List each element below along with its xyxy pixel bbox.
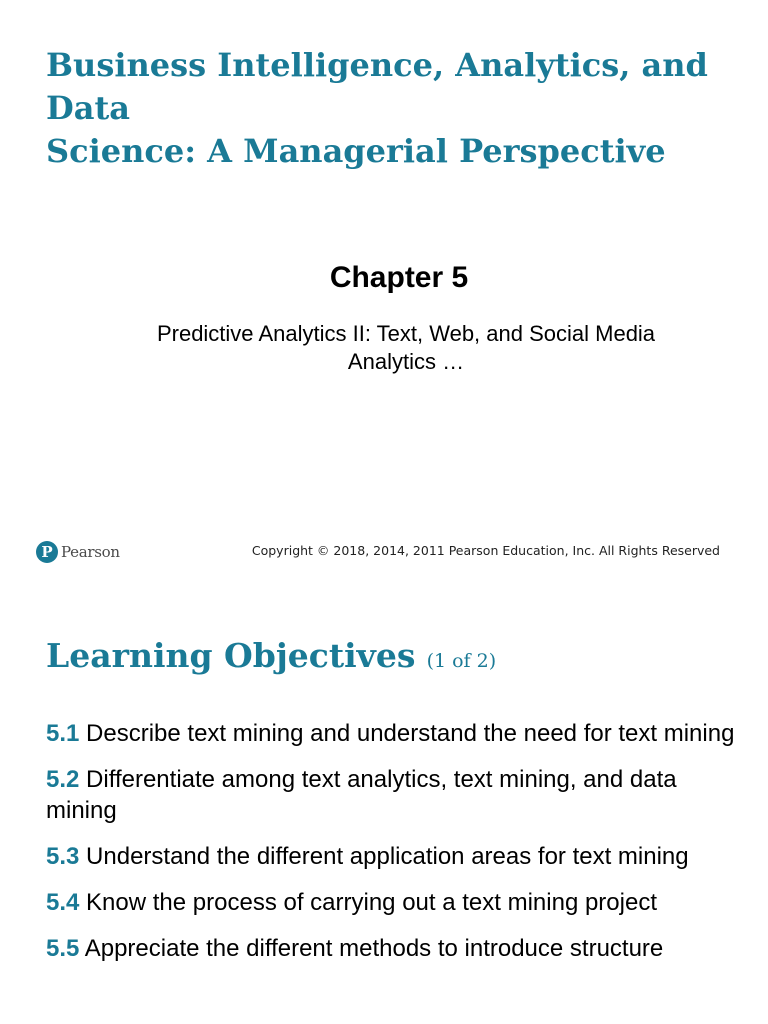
objective-text: Describe text mining and understand the need for text mining [86, 720, 735, 747]
chapter-subtitle-line-2: Analytics … [347, 349, 465, 374]
chapter-title: Chapter 5 [329, 261, 469, 294]
objective-item [46, 887, 736, 918]
objectives-list [46, 718, 736, 979]
heading-page-count: (1 of 2) [426, 650, 497, 672]
book-title [46, 44, 736, 173]
objective-text: Differentiate among text analytics, text mining, and data mining [46, 766, 677, 824]
objective-item [46, 764, 736, 826]
objective-number: 5.5 [46, 935, 80, 962]
objective-text: Understand the different application areas for text mining [86, 843, 689, 870]
book-title-line-1: Business Intelligence, Analytics, and Data [46, 46, 708, 127]
objective-item [46, 933, 736, 964]
learning-objectives-heading [46, 636, 496, 675]
objective-text: Know the process of carrying out a text mining project [86, 889, 657, 916]
heading-text: Learning Objectives [46, 636, 416, 675]
objective-number: 5.1 [46, 720, 80, 747]
pearson-logo-icon: P [36, 541, 58, 563]
pearson-logo-text: Pearson [61, 543, 120, 561]
objective-number: 5.2 [46, 766, 80, 793]
chapter-subtitle-line-1: Predictive Analytics II: Text, Web, and Social Media [156, 321, 656, 346]
pearson-logo [36, 539, 120, 565]
objective-text: Appreciate the different methods to introduce structure [84, 935, 664, 962]
objective-item [46, 841, 736, 872]
objective-number: 5.3 [46, 843, 80, 870]
book-title-line-2: Science: A Managerial Perspective [46, 132, 666, 170]
copyright-notice: Copyright © 2018, 2014, 2011 Pearson Education, Inc. All Rights Reserved [251, 543, 720, 558]
learning-objectives-slide [0, 592, 768, 1024]
objective-item [46, 718, 736, 749]
chapter-subtitle [130, 320, 682, 376]
objective-number: 5.4 [46, 889, 80, 916]
